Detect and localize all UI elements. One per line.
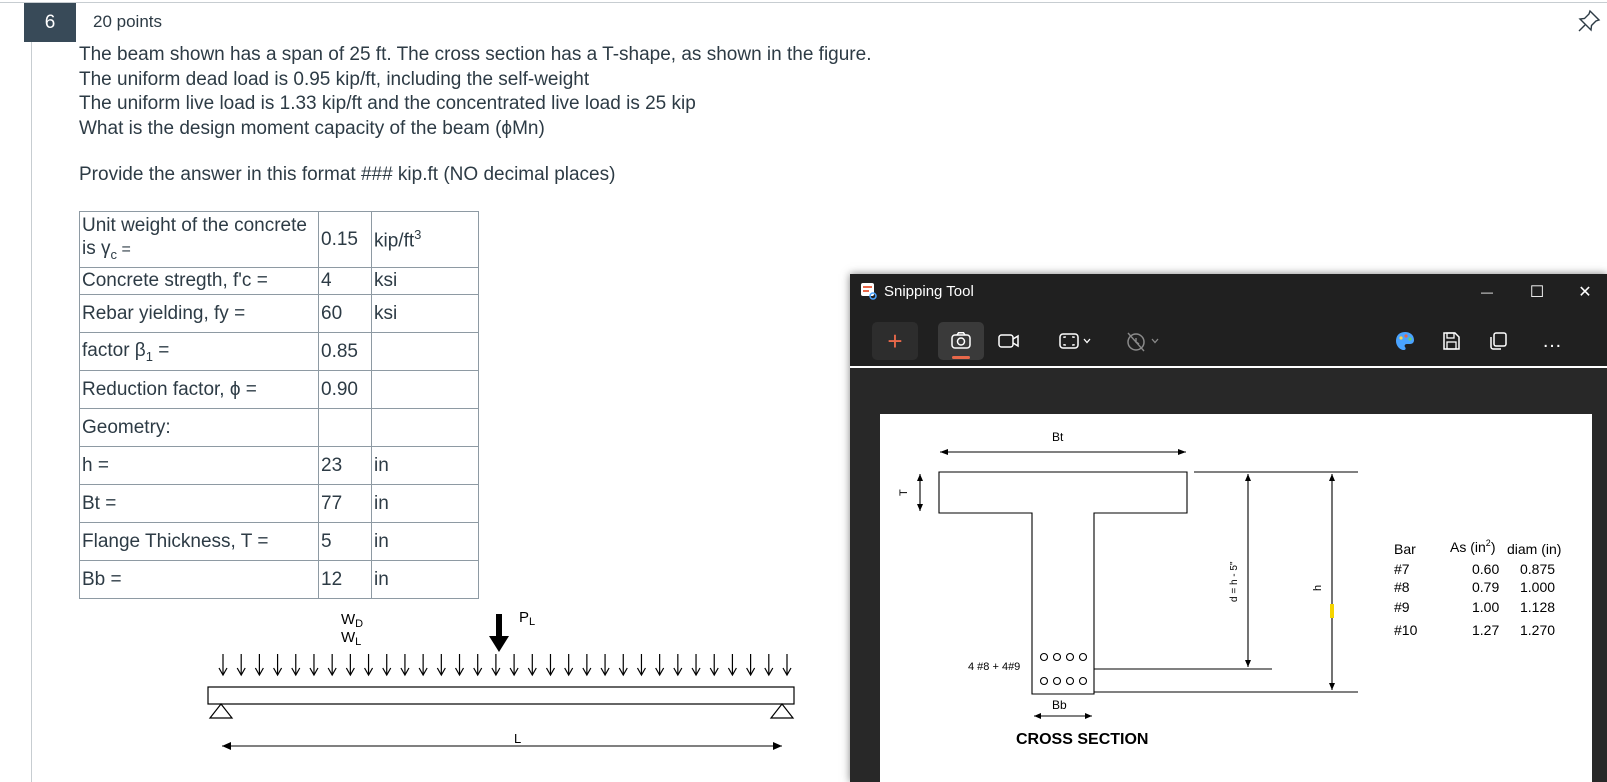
table-cell-value: 23: [319, 447, 372, 485]
table-cell-value: 0.15: [319, 212, 372, 268]
bar-area: 1.00: [1472, 599, 1500, 615]
save-icon: [1441, 331, 1461, 351]
table-cell-unit: kip/$ft^3$: [372, 212, 479, 268]
question-line: The uniform live load is 1.33 kip/ft and the concentrated live load is 25 kip: [79, 93, 696, 114]
live-load-label: $W_L$: [341, 629, 362, 648]
bar-size: #10: [1394, 622, 1418, 638]
table-row: [80, 523, 479, 561]
bar-size: #7: [1394, 561, 1410, 577]
cross-section-title: CROSS SECTION: [1016, 731, 1149, 748]
window-title: Snipping Tool: [884, 283, 974, 300]
span-label: L: [514, 731, 522, 746]
snipping-tool-window[interactable]: [850, 274, 1607, 782]
point-load-arrow: [489, 614, 509, 652]
save-button[interactable]: [1431, 322, 1471, 360]
bar-area: 0.60: [1472, 561, 1500, 577]
captured-image: [880, 414, 1592, 782]
question-line: The beam shown has a span of 25 ft. The cross section has a T-shape, as shown in the figure.: [79, 44, 872, 65]
snip-canvas: [850, 366, 1607, 782]
beam: [208, 687, 794, 704]
bar-size: #8: [1394, 579, 1410, 595]
copy-button[interactable]: [1478, 322, 1518, 360]
h-label: h: [1312, 584, 1324, 591]
screenshot-mode-button[interactable]: [938, 322, 984, 360]
table-row: [80, 268, 479, 295]
canvas-divider: [850, 366, 1607, 368]
table-row: [80, 295, 479, 333]
table-row: [80, 561, 479, 599]
table-cell-label: Reduction factor, ϕ =: [80, 371, 319, 409]
snip-toolbar: [850, 310, 1607, 366]
bar-diam: 1.000: [1520, 579, 1556, 595]
open-paint-button[interactable]: [1385, 322, 1425, 360]
table-cell-value: 12: [319, 561, 372, 599]
table-cell-label: Geometry:: [80, 409, 319, 447]
table-cell-value: 0.90: [319, 371, 372, 409]
table-cell-unit: [372, 371, 479, 409]
bar-table-header-bar: Bar: [1394, 541, 1416, 557]
point-load-label: $P_L$: [519, 609, 536, 628]
video-mode-button[interactable]: [986, 322, 1032, 360]
minimize-icon: —: [1481, 285, 1493, 299]
t-label: T: [898, 489, 910, 496]
pin-icon[interactable]: [1576, 8, 1602, 34]
bar-diam: 1.128: [1520, 599, 1556, 615]
more-options-button[interactable]: [1530, 322, 1574, 360]
question-points: 20 points: [93, 12, 162, 31]
question-line: What is the design moment capacity of the beam (ϕMn): [79, 117, 545, 139]
delay-timer-dropdown[interactable]: [1118, 322, 1170, 360]
snip-mode-dropdown[interactable]: [1052, 322, 1102, 360]
table-cell-unit: in: [372, 523, 479, 561]
answer-format-line: Provide the answer in this format ### kip.ft (NO decimal places): [79, 164, 616, 185]
table-cell-label: Flange Thickness, T =: [80, 523, 319, 561]
table-cell-value: 5: [319, 523, 372, 561]
table-cell-label: Unit weight of the concrete is $\gamma_c$ =: [80, 212, 319, 268]
table-cell-label: Bt =: [80, 485, 319, 523]
table-cell-value: [319, 409, 372, 447]
cross-section-diagram: [880, 414, 1592, 782]
maximize-button[interactable]: [1514, 278, 1560, 306]
question-number: 6: [44, 11, 56, 33]
dead-load-label: $W_D$: [341, 611, 364, 630]
table-cell-unit: [372, 409, 479, 447]
bar-diam: 1.270: [1520, 622, 1556, 638]
table-row: [80, 485, 479, 523]
rectangle-mode-icon: [1059, 332, 1095, 350]
bars-label: 4 #8 + 4#9: [968, 661, 1021, 673]
beam-loading-diagram: [200, 600, 820, 782]
bar-table-header-as: As $(in^2)$: [1450, 538, 1496, 555]
d-label: d = h - 5": [1229, 561, 1240, 602]
snipping-tool-app-icon: [860, 282, 878, 300]
table-cell-unit: in: [372, 485, 479, 523]
bar-table-header-diam: diam (in): [1507, 541, 1562, 557]
table-row: [80, 447, 479, 485]
table-cell-value: 60: [319, 295, 372, 333]
table-row: [80, 371, 479, 409]
table-cell-unit: [372, 333, 479, 371]
table-cell-value: 77: [319, 485, 372, 523]
properties-table: [79, 211, 479, 599]
rebar-circles: [1041, 654, 1087, 685]
video-icon: [997, 332, 1021, 350]
timer-icon: [1125, 330, 1163, 352]
bb-label: Bb: [1052, 698, 1067, 712]
table-row: [80, 409, 479, 447]
bar-area: 0.79: [1472, 579, 1500, 595]
table-cell-value: 4: [319, 268, 372, 295]
table-cell-unit: ksi: [372, 268, 479, 295]
new-snip-button[interactable]: [872, 322, 918, 360]
question-line: The uniform dead load is 0.95 kip/ft, including the self-weight: [79, 68, 590, 90]
question-number-badge: [24, 3, 76, 42]
right-support: [771, 704, 793, 718]
bt-label: Bt: [1052, 430, 1064, 444]
left-divider: [31, 42, 32, 782]
close-icon: ✕: [1578, 284, 1592, 301]
paint-icon: [1394, 330, 1416, 352]
question-text: [79, 43, 871, 188]
bar-size: #9: [1394, 599, 1410, 615]
table-cell-label: Rebar yielding, fy =: [80, 295, 319, 333]
title-bar[interactable]: [850, 274, 1607, 310]
table-row: [80, 212, 479, 268]
table-cell-value: 0.85: [319, 333, 372, 371]
close-button[interactable]: [1562, 278, 1607, 306]
camera-icon: [950, 331, 972, 351]
distributed-load-arrows: [219, 654, 791, 675]
table-cell-label: Bb =: [80, 561, 319, 599]
bar-area: 1.27: [1472, 622, 1500, 638]
left-support: [210, 704, 232, 718]
copy-icon: [1488, 331, 1508, 351]
table-cell-unit: in: [372, 561, 479, 599]
plus-icon: +: [887, 326, 903, 356]
span-dimension: [222, 742, 782, 750]
active-mode-indicator: [952, 356, 970, 359]
table-cell-label: factor $\beta_1$ =: [80, 333, 319, 371]
bar-diam: 0.875: [1520, 561, 1556, 577]
table-cell-label: h =: [80, 447, 319, 485]
more-icon: …: [1542, 329, 1562, 352]
minimize-button[interactable]: [1464, 278, 1510, 306]
table-cell-unit: ksi: [372, 295, 479, 333]
table-row: [80, 333, 479, 371]
top-divider: [0, 2, 1607, 3]
table-cell-label: Concrete stregth, f'c =: [80, 268, 319, 295]
yellow-highlight: [1330, 604, 1334, 618]
maximize-icon: ☐: [1529, 284, 1545, 301]
table-cell-unit: in: [372, 447, 479, 485]
